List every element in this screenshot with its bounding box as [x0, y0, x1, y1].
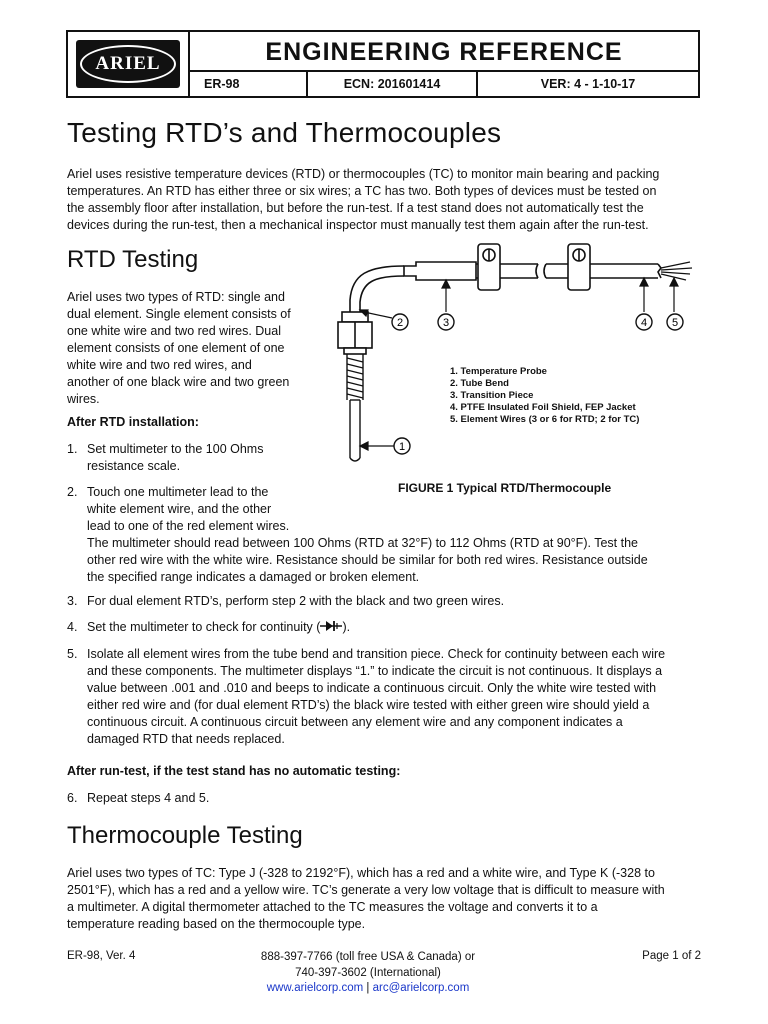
footer-contact: 888-397-7766 (toll free USA & Canada) or 740-397-3602 (International) www.arielcorp.com | arc@arielcorp.com: [230, 950, 506, 997]
element-wires: [661, 262, 692, 280]
header-title: ENGINEERING REFERENCE: [190, 32, 698, 72]
rtd-heading: RTD Testing: [67, 246, 199, 273]
callout-1-label: 1: [398, 441, 406, 453]
document-header: [66, 30, 700, 98]
doc-number: ER-98: [190, 72, 308, 96]
after-install-heading: After RTD installation:: [67, 415, 199, 429]
compression-fitting: [338, 312, 372, 354]
callout-5-label: 5: [671, 317, 679, 329]
callout-2-label: 2: [396, 317, 404, 329]
continuity-diode-icon: [320, 620, 342, 632]
website-link[interactable]: www.arielcorp.com: [266, 982, 364, 994]
list-item-step-2: 2. Touch one multimeter lead to the white element wire, and the other lead to one of the red element wires. The multimeter should read between 100 Ohms (RTD at 32°F) to 112 Ohms (RTD at 90°F). Test the other red wire with the white wire. Resistance should be similar for both red wires. Resistance outside the specified range indicates a damaged or broken element.: [67, 485, 648, 584]
list-item-step-1: 1. Set multimeter to the 100 Ohms resistance scale.: [67, 442, 264, 473]
page-number: Page 1 of 2: [642, 950, 701, 962]
legend-item: 3. Transition Piece: [450, 390, 534, 401]
footer-phone-intl: 740-397-3602 (International): [295, 966, 441, 979]
temperature-probe: [347, 354, 363, 461]
page-title: Testing RTD’s and Thermocouples: [67, 117, 502, 148]
cable-clamp: [478, 244, 500, 290]
ecn-number: ECN: 201601414: [308, 72, 478, 96]
list-item-step-5: 5. Isolate all element wires from the tube bend and transition piece. Check for continuity between each wire and these components. The multimeter displays “1.” to indicate the circuit is not continuous. It displays a value between .001 and .010 and beeps to indicate a continuous circuit. Only the white wire tested with either red wire and (for dual element RTD’s) the black wire tested with either green wire should yield a continuous circuit. A continuous circuit between any element wire and any component indicates a damaged RTD that needs replaced.: [67, 647, 666, 746]
callout-3-label: 3: [442, 317, 450, 329]
cable: [350, 262, 661, 312]
list-item-step-4: 4. Set the multimeter to check for continuity ( ).: [67, 620, 351, 634]
list-item-step-3: 3. For dual element RTD’s, perform step 2 with the black and two green wires.: [67, 594, 505, 608]
tc-paragraph: Ariel uses two types of TC: Type J (-328 to 2192°F), which has a red and a white wire, and Type K (-328 to 2501°F), which has a red and a yellow wire. TC’s generate a very low voltage that is difficult to measure with a multimeter. A digital thermometer attached to the TC measures the voltage and converts it to a temperature reading based on the thermocouple type.: [67, 866, 665, 931]
callout-4-label: 4: [640, 317, 648, 329]
figure-caption: FIGURE 1 Typical RTD/Thermocouple: [398, 481, 612, 495]
after-runtest-heading: After run-test, if the test stand has no automatic testing:: [67, 764, 401, 778]
email-link[interactable]: arc@arielcorp.com: [372, 982, 470, 994]
rtd-paragraph: Ariel uses two types of RTD: single and dual element. Single element consists of one white wire and two red wires. Dual element consists of one element of one white wire and two red wires, and another of one black wire and two green wires.: [67, 290, 291, 406]
version: VER: 4 - 1-10-17: [540, 77, 636, 91]
rtd-thermocouple-diagram: [328, 240, 700, 470]
footer-phone-tollfree: 888-397-7766 (toll free USA & Canada) or: [260, 951, 476, 963]
ariel-logo: [76, 40, 180, 88]
header-meta-row: [190, 72, 698, 96]
logo-text: ARIEL: [95, 53, 161, 74]
legend-item: 5. Element Wires (3 or 6 for RTD; 2 for TC): [450, 414, 640, 425]
footer-doc-version: ER-98, Ver. 4: [67, 950, 136, 962]
legend-item: 2. Tube Bend: [450, 378, 509, 389]
legend-item: 1. Temperature Probe: [450, 366, 547, 377]
tc-heading: Thermocouple Testing: [67, 822, 303, 849]
legend-item: 4. PTFE Insulated Foil Shield, FEP Jacket: [450, 402, 636, 413]
cable-clamp: [568, 244, 590, 290]
list-item-step-6: 6. Repeat steps 4 and 5.: [67, 791, 210, 805]
intro-paragraph: Ariel uses resistive temperature devices (RTD) or thermocouples (TC) to monitor main bearing and packing temperatures. An RTD has either three or six wires; a TC has two. Both types of devices must be tested on the assembly floor after installation, but before the run-test. If a test stand does not automatically test the devices during the run-test, then a mechanical inspector must manually test them again after the run-test.: [67, 167, 660, 232]
logo-cell: [68, 32, 190, 96]
figure-legend: [450, 366, 639, 426]
